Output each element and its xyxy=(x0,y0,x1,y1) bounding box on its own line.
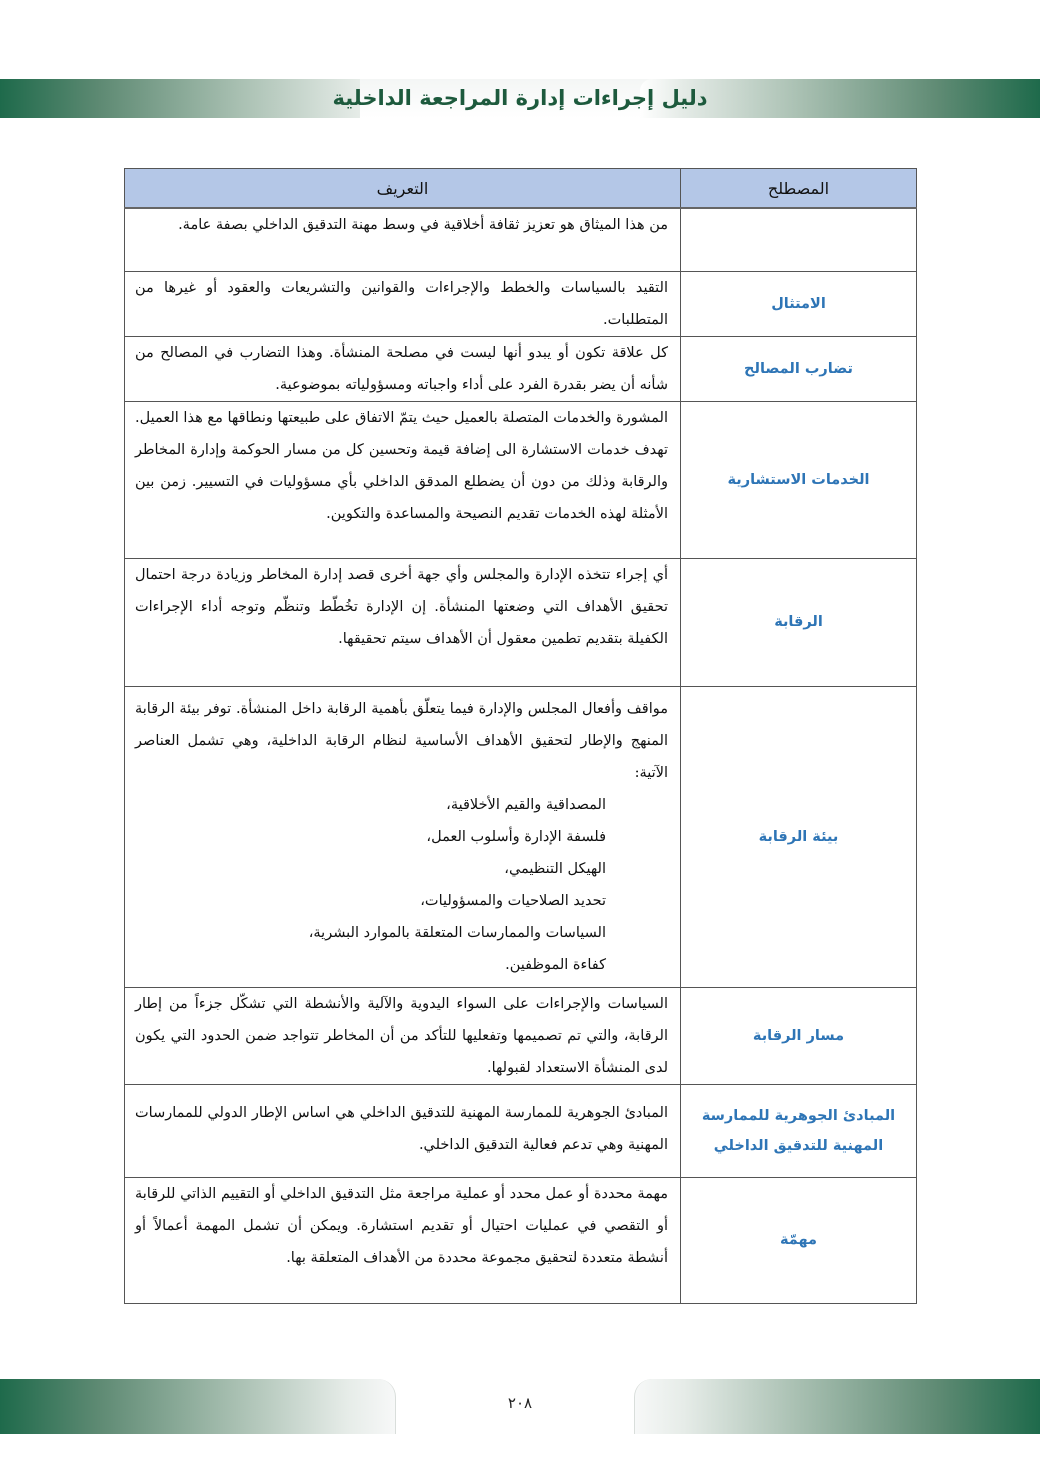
table-header-row xyxy=(125,169,917,209)
term-cell xyxy=(681,208,917,271)
definition-text: من هذا الميثاق هو تعزيز ثقافة أخلاقية في وسط مهنة التدقيق الداخلي بصفة عامة. xyxy=(178,217,668,233)
definition-cell xyxy=(125,987,681,1084)
definition-text: المبادئ الجوهرية للممارسة المهنية للتدقيق الداخلي هي اساس الإطار الدولي للممارسات المهنية وهي تدعم فعالية التدقيق الداخلي. xyxy=(135,1104,668,1153)
term-cell: الخدمات الاستشارية xyxy=(681,401,917,558)
definition-cell xyxy=(125,208,681,271)
term-cell: مسار الرقابة xyxy=(681,987,917,1084)
control-environment-elements-list xyxy=(135,789,668,981)
table-row xyxy=(125,208,917,271)
definition-text: المشورة والخدمات المتصلة بالعميل حيث يتمّ الاتفاق على طبيعتها ونطاقها مع هذا العميل. تهدف خدمات الاستشارة الى إضافة قيمة وتحسين كل من مسار الحوكمة وإدارة المخاطر والرقابة وذلك من دون أن يضطلع المدقق الداخلي بأي مسؤوليات في التسيير. زمن بين الأمثلة لهذه الخدمات تقديم النصيحة والمساعدة والتكوين. xyxy=(135,409,668,522)
document-title: دليل إجراءات إدارة المراجعة الداخلية xyxy=(332,86,708,110)
table-row xyxy=(125,558,917,686)
list-item: المصداقية والقيم الأخلاقية، xyxy=(446,796,606,813)
term-cell: تضارب المصالح xyxy=(681,336,917,401)
definition-text: السياسات والإجراءات على السواء اليدوية والآلية والأنشطة التي تشكّل جزءاً من إطار الرقابة، والتي تم تصميمها وتفعليها للتأكد من أن المخاطر تتواجد ضمن الحدود التي يكون لدى المنشأة الاستعداد لقبولها. xyxy=(135,995,668,1076)
column-header-term: المصطلح xyxy=(681,169,917,209)
table-row xyxy=(125,1084,917,1177)
definition-text: مواقف وأفعال المجلس والإدارة فيما يتعلّق بأهمية الرقابة داخل المنشأة. توفر بيئة الرقابة المنهج والإطار لتحقيق الأهداف الأساسية لنظام الرقابة الداخلية، وهي تشمل العناصر الآتية: xyxy=(135,700,668,781)
column-header-definition: التعريف xyxy=(125,169,681,209)
definition-cell xyxy=(125,686,681,987)
table-row xyxy=(125,686,917,987)
table-row xyxy=(125,987,917,1084)
term-cell: الرقابة xyxy=(681,558,917,686)
list-item: تحديد الصلاحيات والمسؤوليات، xyxy=(420,892,606,909)
term-cell: بيئة الرقابة xyxy=(681,686,917,987)
page-number: ٢٠٨ xyxy=(507,1394,533,1412)
definition-text: التقيد بالسياسات والخطط والإجراءات والقوانين والتشريعات والعقود أو غيرها من المتطلبات. xyxy=(135,279,668,328)
definition-text: أي إجراء تتخذه الإدارة والمجلس وأي جهة أخرى قصد إدارة المخاطر وزيادة درجة احتمال تحقيق الأهداف التي وضعتها المنشأة. إن الإدارة تخُطّط وتنظّم وتوجه أداء الإجراءات الكفيلة بتقديم تطمين معقول أن الأهداف سيتم تحقيقها. xyxy=(135,566,668,647)
term-cell: المبادئ الجوهرية للممارسة المهنية للتدقيق الداخلي xyxy=(681,1084,917,1177)
definition-cell xyxy=(125,271,681,336)
definition-cell xyxy=(125,1084,681,1177)
glossary-table xyxy=(124,168,917,1304)
definition-text: مهمة محددة أو عمل محدد أو عملية مراجعة مثل التدقيق الداخلي أو التقييم الذاتي للرقابة أو التقصي في عمليات احتيال أو تقديم استشارة. ويمكن أن تشمل المهمة أعمالاً أو أنشطة متعددة لتحقيق مجموعة محددة من الأهداف المتعلقة بها. xyxy=(135,1185,668,1266)
table-row xyxy=(125,1177,917,1303)
table-row xyxy=(125,401,917,558)
footer-banner xyxy=(0,1379,1040,1434)
table-row xyxy=(125,271,917,336)
definition-cell xyxy=(125,336,681,401)
list-item: السياسات والممارسات المتعلقة بالموارد البشرية، xyxy=(308,924,606,941)
definition-cell xyxy=(125,558,681,686)
list-item: الهيكل التنظيمي، xyxy=(504,860,606,877)
definition-cell xyxy=(125,1177,681,1303)
term-cell: مهمّة xyxy=(681,1177,917,1303)
definition-text: كل علاقة تكون أو يبدو أنها ليست في مصلحة المنشأة. وهذا التضارب في المصالح من شأنه أن يضر بقدرة الفرد على أداء واجباته ومسؤولياته بموضوعية. xyxy=(135,344,668,393)
definition-cell xyxy=(125,401,681,558)
term-cell: الامتثال xyxy=(681,271,917,336)
list-item: فلسفة الإدارة وأسلوب العمل، xyxy=(426,828,606,845)
list-item: كفاءة الموظفين. xyxy=(505,956,606,973)
table-row xyxy=(125,336,917,401)
header-banner xyxy=(0,79,1040,118)
